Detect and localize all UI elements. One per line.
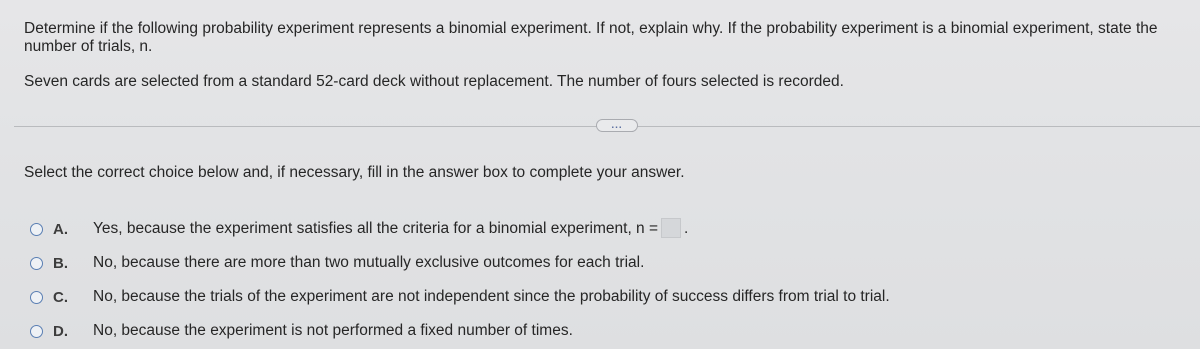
choice-a[interactable] [30,212,1180,246]
ellipsis-icon: ... [611,119,623,131]
choice-a-letter: A. [53,220,68,238]
choice-d-text: No, because the experiment is not performed a fixed number of times. [93,322,573,339]
scenario-text: Seven cards are selected from a standard 52-card deck without replacement. The number of fours selected is recorded. [24,73,844,90]
choice-b-letter: B. [53,254,68,272]
radio-button-a[interactable] [30,223,43,236]
more-button[interactable] [596,119,638,132]
answer-box-n[interactable] [661,218,681,238]
radio-button-d[interactable] [30,325,43,338]
choice-c[interactable] [30,280,1180,314]
choice-b[interactable] [30,246,1180,280]
choice-a-period: . [684,220,689,237]
choice-a-text: Yes, because the experiment satisfies all the criteria for a binomial experiment, n = [93,220,659,237]
instruction-text: Select the correct choice below and, if necessary, fill in the answer box to complete your answer. [24,164,685,181]
choice-c-letter: C. [53,288,68,306]
choice-d[interactable] [30,314,1180,348]
choice-b-text: No, because there are more than two mutually exclusive outcomes for each trial. [93,254,645,271]
radio-button-c[interactable] [30,291,43,304]
choice-list [30,212,1180,348]
choice-c-text: No, because the trials of the experiment are not independent since the probability of success differs from trial to trial. [93,288,890,305]
radio-button-b[interactable] [30,257,43,270]
question-prompt: Determine if the following probability experiment represents a binomial experiment. If not, explain why. If the probability experiment is a binomial experiment, state the number of trials, n. [24,20,1158,55]
choice-d-letter: D. [53,322,68,340]
